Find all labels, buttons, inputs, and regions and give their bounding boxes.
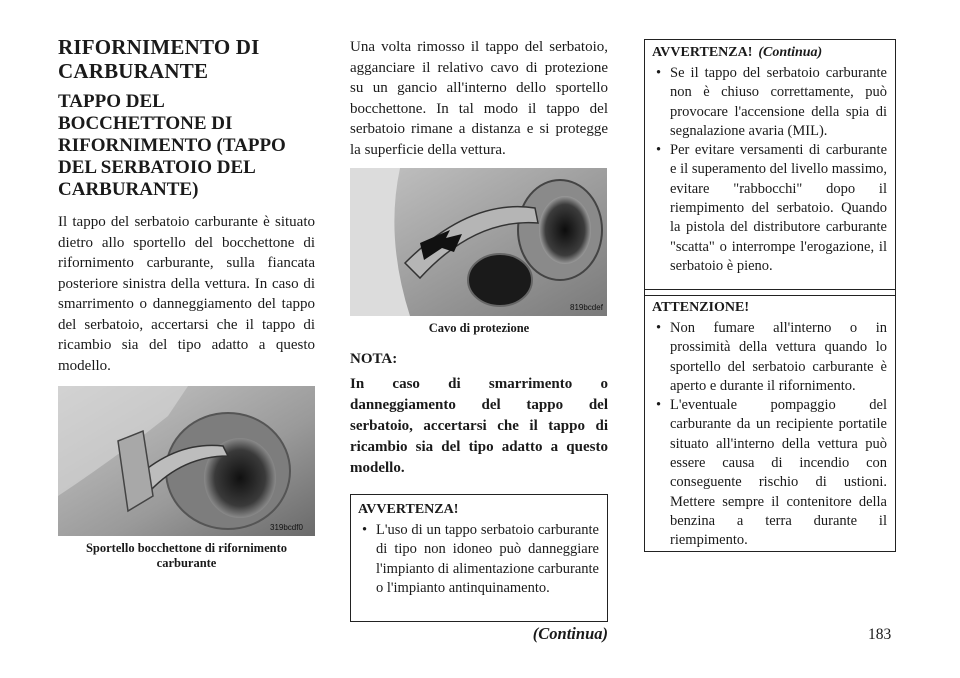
warning-title-2: AVVERTENZA! <box>652 45 753 60</box>
svg-text:819bcdef: 819bcdef <box>570 303 603 312</box>
caution-item: • L'eventuale pompaggio del carburante da un recipiente portatile situato all'interno della vettura può essere causa di incendio con conseguente rischio di ustioni. Mettere sempre il contenitore della benzina a terra durante il riempimento. <box>652 396 887 550</box>
caution-title: ATTENZIONE! <box>652 300 749 315</box>
caution-box <box>644 289 896 552</box>
fuel-door-photo <box>58 386 315 536</box>
page-number: 183 <box>868 626 892 643</box>
caution-item: • Non fumare all'interno o in prossimità della vettura quando lo sportello del serbatoio carburante è aperto e durante il rifornimento. <box>652 319 887 396</box>
note-heading: NOTA: <box>350 351 398 367</box>
section-subtitle: TAPPO DEL BOCCHETTONE DI RIFORNIMENTO (TAPPO DEL SERBATOIO DEL CARBURANTE) <box>58 91 286 200</box>
column-left <box>58 0 315 571</box>
fuel-cap-paragraph: Il tappo del serbatoio carburante è situato dietro allo sportello del bocchettone di rifornimento carburante, sulla fiancata posteriore sinistra della vettura. In caso di smarrimento o danneggiamento del tappo del serbatoio, accertarsi che il tappo di ricambio sia del tipo adatto a questo modello. <box>58 214 315 374</box>
column-middle <box>350 0 608 644</box>
tether-paragraph: Una volta rimosso il tappo del serbatoio, agganciare il relativo cavo di protezione su un gancio all'interno dello sportello bocchettone. In tal modo il tappo del serbatoio rimane a distanza e si protegge la superficie della vettura. <box>350 39 608 158</box>
warning-box-continued <box>644 39 896 296</box>
warning-title: AVVERTENZA! <box>358 502 459 517</box>
section-title: RIFORNIMENTO DI CARBURANTE <box>58 35 260 83</box>
warning-item: • L'uso di un tappo serbatoio carburante di tipo non idoneo può danneggiare l'impianto di alimentazione carburante o l'impianto antinquinamento. <box>358 521 599 598</box>
continued-label: (Continua) <box>532 624 608 643</box>
warning-box <box>350 494 608 622</box>
tether-cable-photo <box>350 168 607 316</box>
photo-caption-2: Cavo di protezione <box>428 321 530 335</box>
photo-caption: Sportello bocchettone di rifornimento carburante <box>85 541 287 570</box>
svg-text:319bcdf0: 319bcdf0 <box>270 523 303 532</box>
warning-continued-label: (Continua) <box>758 45 823 60</box>
warning-item: • Se il tappo del serbatoio carburante non è chiuso correttamente, può provocare l'accensione della spia di segnalazione avaria (MIL). <box>652 64 887 141</box>
note-text: In caso di smarrimento o danneggiamento del tappo del serbatoio, accertarsi che il tappo di ricambio sia del tipo adatto a questo modello. <box>350 376 608 476</box>
warning-item: • Per evitare versamenti di carburante e il superamento del livello massimo, evitare "rabbocchi" dopo il riempimento del serbatoio. Quando la pistola del distributore carburante "scatta" o interrompe l'erogazione, il serbatoio è pieno. <box>652 141 887 276</box>
